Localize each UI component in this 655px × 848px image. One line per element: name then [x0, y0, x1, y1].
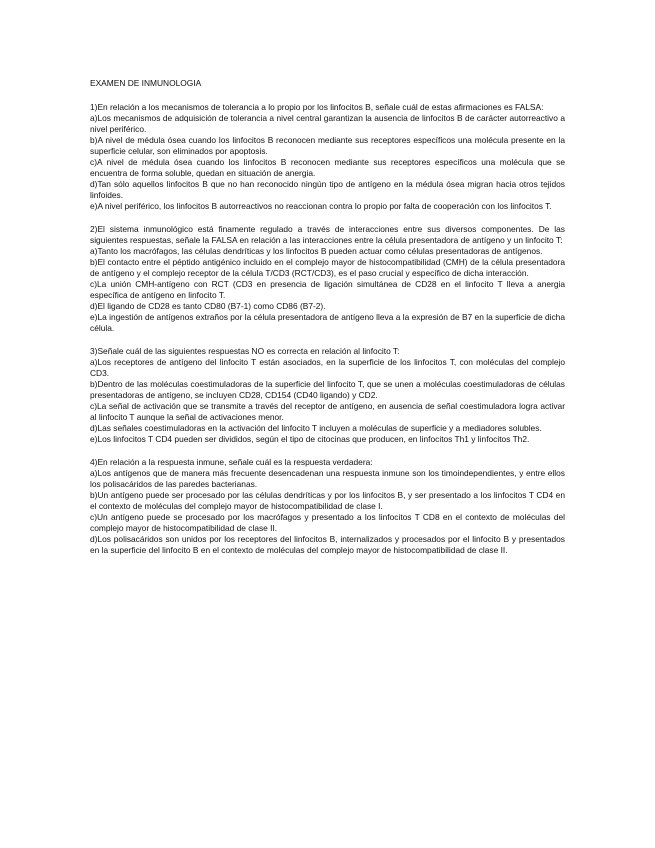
option-b: b)A nivel de médula ósea cuando los linfocitos B reconocen mediante sus receptores específicos una molécula presente en la superficie celular, son eliminados por apoptosis. — [90, 135, 565, 156]
question-4 — [90, 457, 565, 556]
option-c: c)Un antígeno puede se procesado por los macrófagos y presentado a los linfocitos T CD8 en el contexto de moléculas del complejo mayor de histocompatibilidad de clase II. — [90, 512, 565, 533]
exam-page — [90, 78, 565, 568]
question-stem: 3)Señale cuál de las siguientes respuestas NO es correcta en relación al linfocito T: — [90, 346, 400, 356]
option-e: e)Los linfocitos T CD4 pueden ser divididos, según el tipo de citocinas que producen, en linfocitos Th1 y linfocitos Th2. — [90, 434, 530, 444]
option-a: a)Los antígenos que de manera más frecuente desencadenan una respuesta inmune son los timoindependientes, y entre ellos los polisacáridos de las paredes bacterianas. — [90, 468, 565, 489]
option-c: c)A nivel de médula ósea cuando los linfocitos B reconocen mediante sus receptores específicos una molécula que se encuentra de forma soluble, quedan en situación de anergia. — [90, 157, 565, 178]
question-stem: 4)En relación a la respuesta inmune, señale cuál es la respuesta verdadera: — [90, 457, 373, 467]
option-d: d)Los polisacáridos son unidos por los receptores del linfocitos B, internalizados y procesados por el linfocito B y presentados en la superficie del linfocito B en el contexto de moléculas del complejo mayor de histocompatibilidad de clase II. — [90, 534, 565, 555]
option-d: d)Tan sólo aquellos linfocitos B que no han reconocido ningún tipo de antígeno en la médula ósea migran hacia otros tejidos linfoides. — [90, 179, 565, 200]
question-3 — [90, 346, 565, 445]
option-b: b)El contacto entre el péptido antigénico incluido en el complejo mayor de histocompatibilidad (CMH) de la célula presentadora de antígeno y el complejo receptor de la célula T/CD3 (RCT/CD3), es el paso crucial y específico de dicha interacción. — [90, 257, 565, 278]
option-b: b)Dentro de las moléculas coestimuladoras de la superficie del linfocito T, que se unen a moléculas coestimuladoras de células presentadoras de antígeno, se incluyen CD28, CD154 (CD40 ligando) y CD2. — [90, 379, 565, 400]
option-e: e)La ingestión de antígenos extraños por la célula presentadora de antígeno lleva a la expresión de B7 en la superficie de dicha célula. — [90, 312, 565, 333]
question-stem: 2)El sistema inmunológico está finamente regulado a través de interacciones entre sus diversos componentes. De las siguientes respuestas, señale la FALSA en relación a las interacciones entre la célula presentadora de antígeno y un linfocito T: — [90, 224, 565, 245]
option-b: b)Un antígeno puede ser procesado por las células dendríticas y por los linfocitos B, y ser presentado a los linfocitos T CD4 en el contexto de moléculas del complejo mayor de histocompatibilidad de clase I. — [90, 490, 565, 511]
option-e: e)A nivel periférico, los linfocitos B autorreactivos no reaccionan contra lo propio por falta de cooperación con los linfocitos T. — [90, 201, 552, 211]
question-1 — [90, 102, 565, 212]
option-a: a)Los receptores de antígeno del linfocito T están asociados, en la superficie de los linfocitos T, con moléculas del complejo CD3. — [90, 357, 565, 378]
option-c: c)La unión CMH-antígeno con RCT (CD3 en presencia de ligación simultánea de CD28 en el linfocito T lleva a anergia específica de antígeno en linfocito T. — [90, 279, 565, 300]
option-d: d)Las señales coestimuladoras en la activación del linfocito T incluyen a moléculas de superficie y a mediadores solubles. — [90, 423, 542, 433]
exam-title: EXAMEN DE INMUNOLOGIA — [90, 78, 202, 88]
option-d: d)El ligando de CD28 es tanto CD80 (B7-1) como CD86 (B7-2). — [90, 301, 326, 311]
option-a: a)Tanto los macrófagos, las células dendríticas y los linfocitos B pueden actuar como células presentadoras de antígenos. — [90, 246, 543, 256]
option-c: c)La señal de activación que se transmite a través del receptor de antígeno, en ausencia de señal coestimuladora logra activar al linfocito T aunque la señal de activaciones menor. — [90, 401, 565, 422]
option-a: a)Los mecanismos de adquisición de tolerancia a nivel central garantizan la ausencia de linfocitos B de carácter autorreactivo a nivel periférico. — [90, 113, 565, 134]
question-stem: 1)En relación a los mecanismos de tolerancia a lo propio por los linfocitos B, señale cuál de estas afirmaciones es FALSA: — [90, 102, 544, 112]
question-2 — [90, 224, 565, 334]
